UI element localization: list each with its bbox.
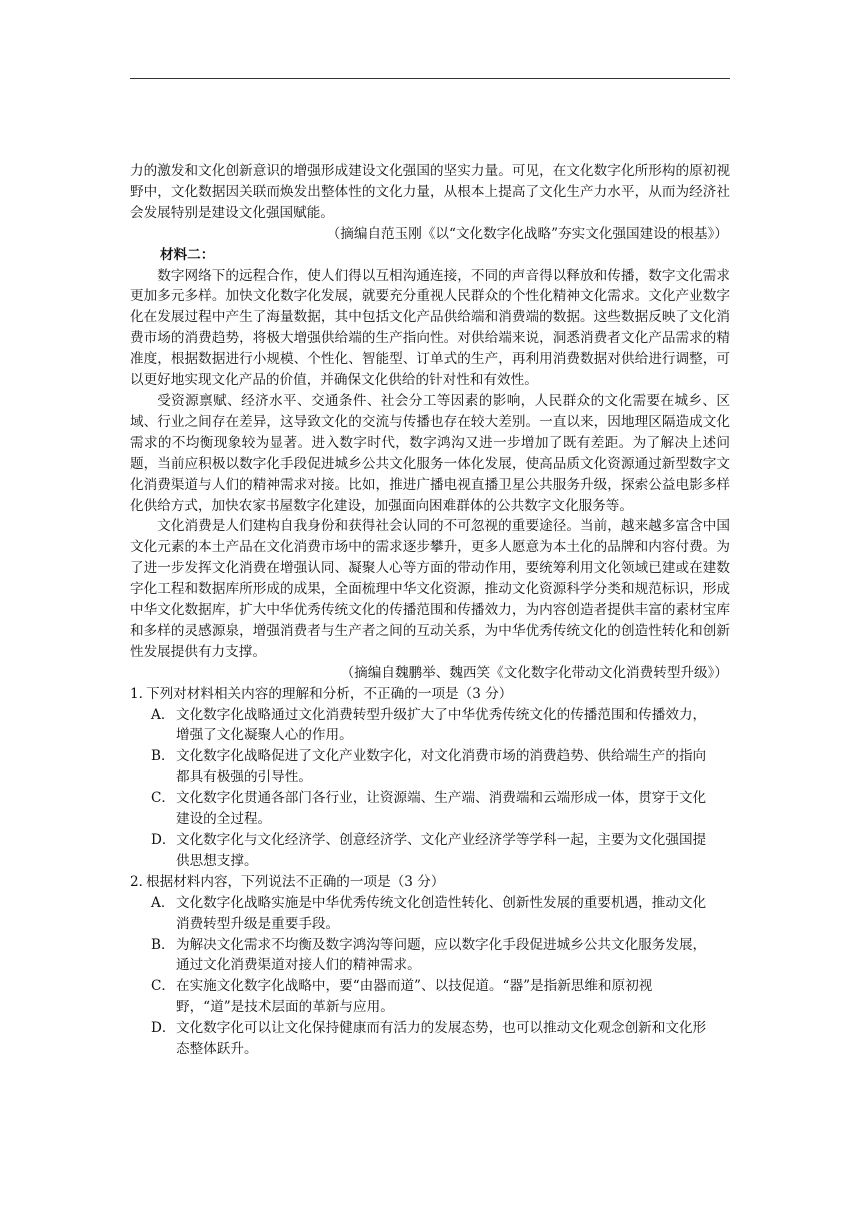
option-letter: D． bbox=[151, 832, 176, 848]
question-1-option-a bbox=[151, 705, 730, 747]
option-letter: A． bbox=[151, 706, 175, 723]
paragraph-continued: 力的激发和文化创新意识的增强形成建设文化强国的坚实力量。可见，在文化数字化所形构的原初视野中，文化数据因关联而焕发出整体性的文化力量，从根本上提高了文化生产力水平，从而为经济社会发展特别是建设文化强国赋能。 bbox=[130, 163, 730, 221]
option-letter: C． bbox=[151, 790, 175, 807]
question-2-option-b bbox=[151, 935, 730, 977]
question-number: 1． bbox=[130, 685, 153, 702]
question-2-option-d bbox=[151, 1018, 730, 1060]
question-1-option-c bbox=[151, 788, 730, 830]
option-letter: C． bbox=[151, 978, 175, 995]
question-1-stem bbox=[130, 684, 730, 705]
option-letter: A． bbox=[151, 894, 175, 911]
question-number: 2． bbox=[130, 873, 153, 890]
option-text: 文化数字化贯通各部门各行业，让资源端、生产端、消费端和云端形成一体，贯穿于文化建设的全过程。 bbox=[176, 790, 707, 828]
question-2-option-a bbox=[151, 893, 730, 935]
option-letter: B． bbox=[151, 936, 175, 953]
question-1-option-d bbox=[151, 830, 730, 872]
question-2-option-c bbox=[151, 976, 730, 1018]
option-text: 为解决文化需求不均衡及数字鸿沟等问题，应以数字化手段促进城乡公共文化服务发展，通过文化消费渠道对接人们的精神需求。 bbox=[176, 936, 707, 974]
question-2-stem bbox=[130, 872, 730, 893]
material-2-paragraph-1: 数字网络下的远程合作，使人们得以互相沟通连接，不同的声音得以释放和传播，数字文化需求更加多元多样。加快文化数字化发展，就要充分重视人民群众的个性化精神文化需求。文化产业数字化在发展过程中产生了海量数据，其中包括文化产品供给端和消费端的数据。这些数据反映了文化消费市场的消费趋势，将极大增强供给端的生产指向性。对供给端来说，洞悉消费者文化产品需求的精准度，根据数据进行小规模、个性化、智能型、订单式的生产，再利用消费数据对供给进行调整，可以更好地实现文化产品的价值，并确保文化供给的针对性和有效性。 bbox=[130, 267, 730, 389]
question-text: 下列对材料相关内容的理解和分析，不正确的一项是（3 分） bbox=[146, 685, 513, 702]
option-text: 文化数字化可以让文化保持健康而有活力的发展态势，也可以推动文化观念创新和文化形态整体跃升。 bbox=[176, 1020, 707, 1058]
option-text: 文化数字化战略通过文化消费转型升级扩大了中华优秀传统文化的传播范围和传播效力，增强了文化凝聚人心的作用。 bbox=[176, 706, 707, 744]
header-rule bbox=[130, 78, 730, 79]
option-letter: B． bbox=[151, 748, 175, 765]
source-citation-2: （摘编自魏鹏举、魏西笑《文化数字化带动文化消费转型升级》） bbox=[340, 664, 728, 681]
question-text: 根据材料内容，下列说法不正确的一项是（3 分） bbox=[146, 873, 445, 890]
option-text: 文化数字化战略实施是中华优秀传统文化创造性转化、创新性发展的重要机遇，推动文化消费转型升级是重要手段。 bbox=[176, 894, 707, 932]
material-2-header: 材料二： bbox=[160, 246, 215, 263]
option-text: 文化数字化与文化经济学、创意经济学、文化产业经济学等学科一起，主要为文化强国提供思想支撑。 bbox=[176, 832, 707, 869]
document-body bbox=[130, 161, 730, 1060]
option-letter: D． bbox=[151, 1020, 176, 1037]
material-2-paragraph-2: 受资源禀赋、经济水平、交通条件、社会分工等因素的影响，人民群众的文化需要在城乡、区域、行业之间存在差异，这导致文化的交流与传播也存在较大差别。一直以来，因地理区隔造成文化需求的不均衡现象较为显著。进入数字时代，数字鸿沟又进一步增加了既有差距。为了解决上述问题，当前应积极以数字化手段促进城乡公共文化服务一体化发展，使高品质文化资源通过新型数字文化消费渠道与人们的精神需求对接。比如，推进广播电视直播卫星公共服务升级，探索公益电影多样化供给方式，加快农家书屋数字化建设，加强面向困难群体的公共数字文化服务等。 bbox=[130, 392, 730, 514]
option-text: 在实施文化数字化战略中，要“由器而道”、以技促道。“器”是指新思维和原初视野，“道”是技术层面的革新与应用。 bbox=[176, 978, 653, 1016]
question-1-option-b bbox=[151, 746, 730, 788]
material-2-paragraph-3: 文化消费是人们建构自我身份和获得社会认同的不可忽视的重要途径。当前，越来越多富含中国文化元素的本土产品在文化消费市场中的需求逐步攀升，更多人愿意为本土化的品牌和内容付费。为了进一步发挥文化消费在增强认同、凝聚人心等方面的带动作用，要统筹利用文化领域已建或在建数字化工程和数据库所形成的成果，全面梳理中华文化资源，推动文化资源科学分类和规范标识，形成中华文化数据库，扩大中华优秀传统文化的传播范围和传播效力，为内容创造者提供丰富的素材宝库和多样的灵感源泉，增强消费者与生产者之间的互动关系，为中华优秀传统文化的创造性转化和创新性发展提供有力支撑。 bbox=[130, 518, 730, 660]
source-citation-1: （摘编自范玉刚《以“文化数字化战略”夯实文化强国建设的根基》） bbox=[326, 225, 728, 242]
option-text: 文化数字化战略促进了文化产业数字化，对文化消费市场的消费趋势、供给端生产的指向都具有极强的引导性。 bbox=[176, 748, 707, 786]
